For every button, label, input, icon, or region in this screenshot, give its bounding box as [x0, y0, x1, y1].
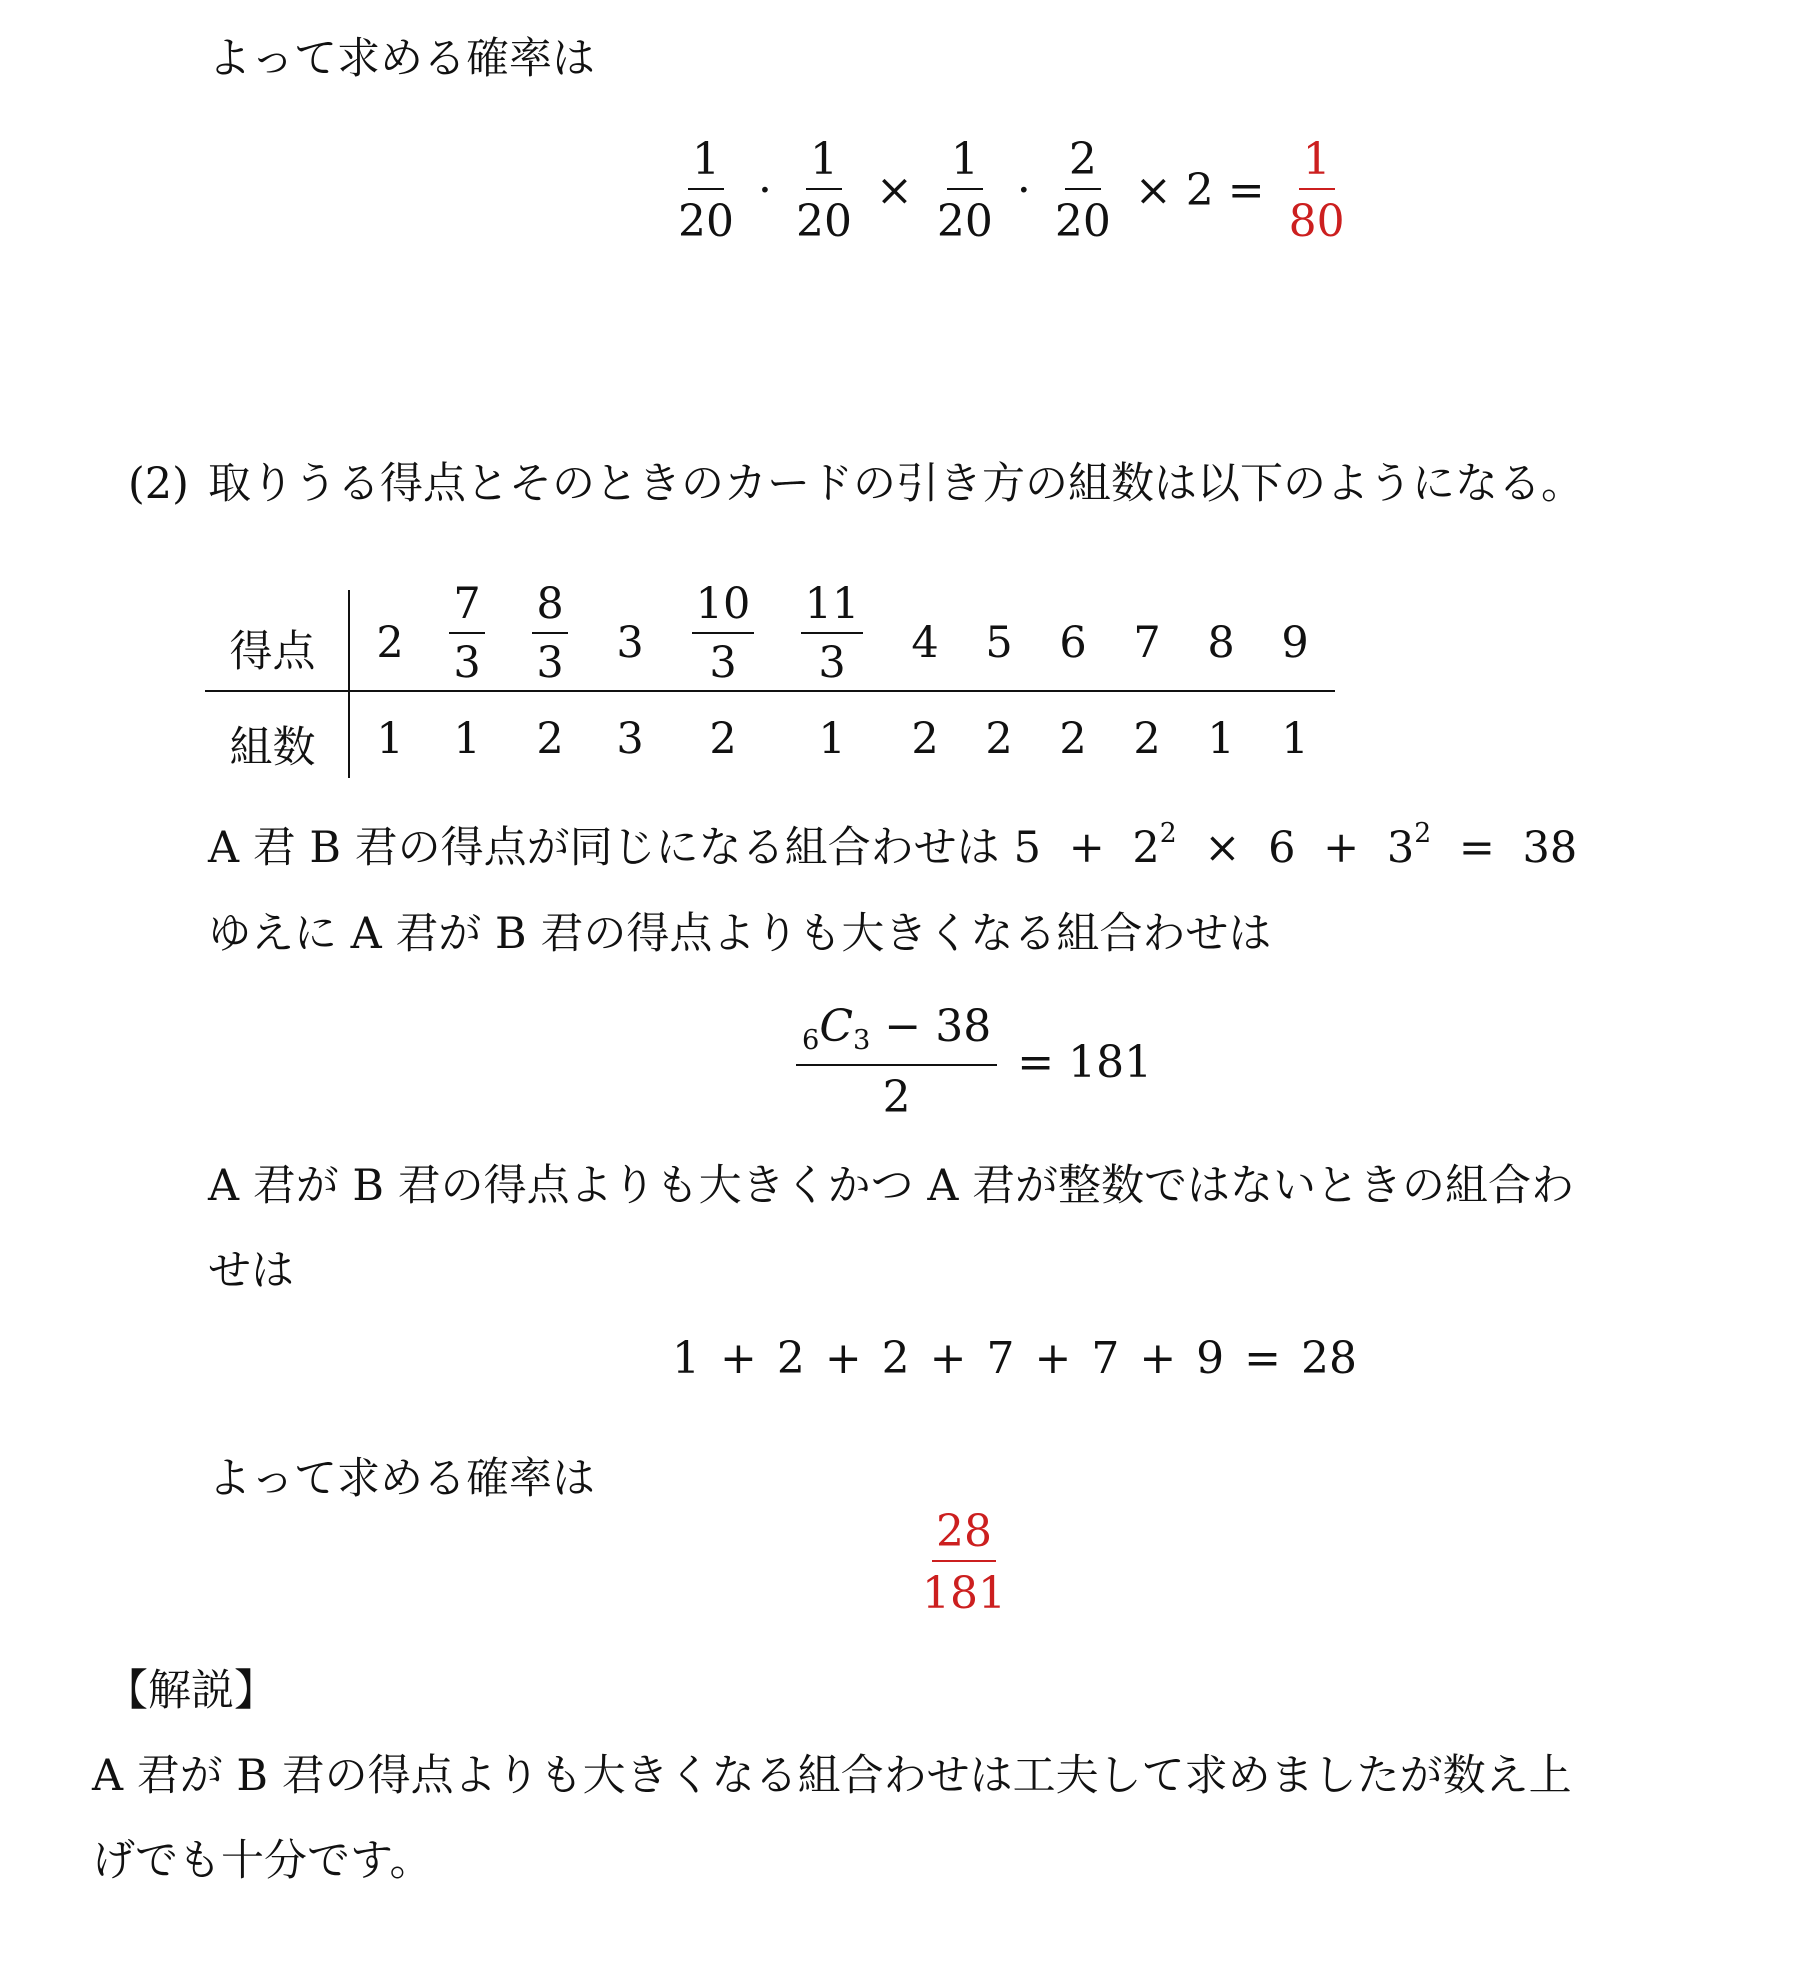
count-cell: 1 — [1207, 714, 1235, 764]
commentary-line2: げでも十分です。 — [92, 1836, 433, 1886]
count-cell: 2 — [1133, 714, 1161, 764]
part1-intro: よって求める確率は — [208, 34, 595, 84]
equals-sign: = — [1227, 165, 1265, 216]
score-cell: 2 — [376, 618, 404, 668]
count-cell: 2 — [709, 714, 737, 764]
score-cell: 6 — [1059, 618, 1087, 668]
fraction: $\frac{1}{20}$ — [936, 134, 993, 247]
final-answer — [912, 1506, 1016, 1619]
count-cell: 2 — [536, 714, 564, 764]
count-cell: 2 — [1059, 714, 1087, 764]
score-cell: 5 — [985, 618, 1013, 668]
commentary-line1: A 君が B 君の得点よりも大きくなる組合わせは工夫して求めましたが数え上 — [92, 1751, 1572, 1801]
times-operator: × — [1134, 165, 1172, 216]
nonint-equation: 1 + 2 + 2 + 7 + 7 + 9 = 28 — [672, 1333, 1357, 1384]
score-cell: 3 — [616, 618, 644, 668]
commentary-heading: 【解説】 — [105, 1666, 277, 1716]
count-cell: 1 — [1281, 714, 1309, 764]
count-cell: 3 — [616, 714, 644, 764]
answer-fraction: $\frac{1}{80}$ — [1288, 134, 1345, 247]
table-horizontal-rule — [205, 690, 1335, 692]
fraction: $\frac{1}{20}$ — [678, 134, 734, 247]
score-cell: 9 — [1281, 618, 1309, 668]
score-cell: $\frac{7}{3}$ — [417, 583, 517, 685]
same-score-equation: $5 + 2^2 \times 6 + 3^2 = 38$ — [1013, 818, 1578, 873]
result: 181 — [1068, 1036, 1153, 1088]
dot-operator: · — [1016, 165, 1031, 216]
count-cell: 2 — [985, 714, 1013, 764]
times-operator: × — [876, 165, 913, 216]
dot-operator: · — [758, 165, 772, 216]
same-score-text: A 君 B 君の得点が同じになる組合わせは — [208, 823, 1000, 873]
score-cell: 4 — [911, 618, 939, 668]
score-cell: $\frac{11}{3}$ — [782, 583, 882, 685]
count-cell: 2 — [911, 714, 939, 764]
final-intro: よって求める確率は — [208, 1454, 595, 1504]
same-score-line — [208, 818, 1578, 873]
table-header-score: 得点 — [229, 627, 316, 677]
count-cell: 1 — [453, 714, 481, 764]
greater-equation — [790, 1001, 1153, 1124]
part2-intro: 取りうる得点とそのときのカードの引き方の組数は以下のようになる。 — [208, 459, 1584, 509]
part1-equation — [668, 134, 1355, 247]
fraction: $\frac{1}{20}$ — [796, 134, 852, 247]
greater-text: ゆえに A 君が B 君の得点よりも大きくなる組合わせは — [208, 909, 1272, 959]
score-cell: $\frac{8}{3}$ — [500, 583, 600, 685]
score-cell: 8 — [1207, 618, 1235, 668]
multiplier: 2 — [1185, 165, 1214, 216]
score-cell: $\frac{10}{3}$ — [673, 583, 773, 685]
count-cell: 1 — [818, 714, 846, 764]
equals-sign: = — [1017, 1036, 1055, 1088]
nonint-text-line1: A 君が B 君の得点よりも大きくかつ A 君が整数ではないときの組合わ — [208, 1161, 1575, 1211]
score-cell: 7 — [1133, 618, 1161, 668]
part2-label: (2) — [128, 459, 189, 509]
fraction: $\frac{2}{20}$ — [1054, 134, 1111, 247]
table-header-count: 組数 — [229, 723, 316, 773]
nonint-text-line2: せは — [208, 1246, 294, 1296]
count-cell: 1 — [376, 714, 404, 764]
fraction: $\frac{_6C_3 - 38}{2}$ — [796, 1005, 997, 1120]
answer-fraction: $\frac{28}{181}$ — [922, 1506, 1006, 1619]
